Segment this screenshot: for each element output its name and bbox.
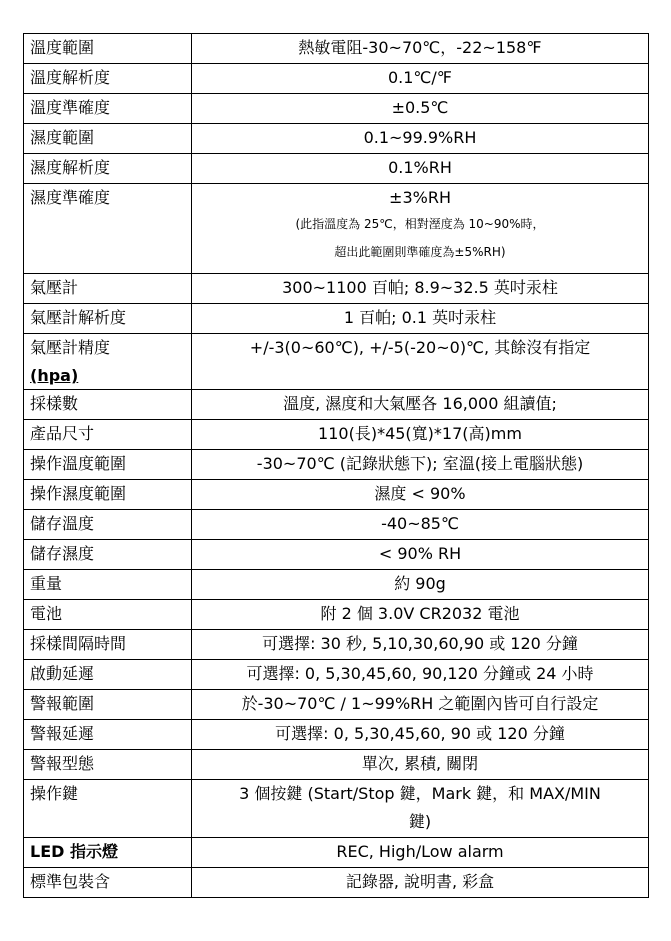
row-label: 溫度準確度 xyxy=(24,94,192,124)
row-label: 採樣數 xyxy=(24,390,192,420)
row-label: 操作鍵 xyxy=(24,780,192,838)
row-label: 氣壓計精度 xyxy=(30,338,111,357)
table-row xyxy=(24,600,649,630)
table-row xyxy=(24,334,649,390)
row-value: -40~85℃ xyxy=(192,510,649,540)
row-label: 溫度解析度 xyxy=(24,64,192,94)
table-row xyxy=(24,274,649,304)
row-value: 可選擇: 0, 5,30,45,60, 90,120 分鐘或 24 小時 xyxy=(192,660,649,690)
row-value: 濕度 < 90% xyxy=(192,480,649,510)
table-row xyxy=(24,154,649,184)
table-row xyxy=(24,570,649,600)
row-label: 濕度準確度 xyxy=(24,184,192,274)
row-label: 標準包裝含 xyxy=(24,868,192,898)
row-value: 1 百帕; 0.1 英吋汞柱 xyxy=(192,304,649,334)
table-row xyxy=(24,450,649,480)
table-row xyxy=(24,124,649,154)
table-row xyxy=(24,480,649,510)
row-value: ±3%RH xyxy=(389,188,451,207)
table-row xyxy=(24,304,649,334)
row-value: 3 個按鍵 (Start/Stop 鍵，Mark 鍵，和 MAX/MIN xyxy=(239,784,601,803)
table-row xyxy=(24,750,649,780)
table-row xyxy=(24,390,649,420)
row-label: 操作溫度範圍 xyxy=(24,450,192,480)
table-row xyxy=(24,184,649,274)
row-value: 記錄器, 說明書, 彩盒 xyxy=(192,868,649,898)
row-value: 0.1~99.9%RH xyxy=(192,124,649,154)
row-label-group xyxy=(24,334,192,390)
row-value-group xyxy=(192,184,649,274)
table-row xyxy=(24,510,649,540)
spec-table xyxy=(23,33,649,898)
row-value: 溫度, 濕度和大氣壓各 16,000 組讀值; xyxy=(192,390,649,420)
row-label: 溫度範圍 xyxy=(24,34,192,64)
row-label: 警報範圍 xyxy=(24,690,192,720)
row-value-cont: 鍵) xyxy=(408,812,432,831)
row-label: 採樣間隔時間 xyxy=(24,630,192,660)
table-row xyxy=(24,690,649,720)
row-value: 300~1100 百帕; 8.9~32.5 英吋汞柱 xyxy=(192,274,649,304)
row-value: 可選擇: 0, 5,30,45,60, 90 或 120 分鐘 xyxy=(192,720,649,750)
table-row xyxy=(24,660,649,690)
row-value: 0.1℃/℉ xyxy=(192,64,649,94)
row-note: (此指溫度為 25℃，相對溼度為 10~90%時， xyxy=(295,217,545,231)
row-label: 電池 xyxy=(24,600,192,630)
row-value: < 90% RH xyxy=(192,540,649,570)
row-label: 氣壓計解析度 xyxy=(24,304,192,334)
table-row xyxy=(24,64,649,94)
row-label: 儲存溫度 xyxy=(24,510,192,540)
table-row xyxy=(24,630,649,660)
row-value: 於-30~70℃ / 1~99%RH 之範圍內皆可自行設定 xyxy=(192,690,649,720)
row-label: 啟動延遲 xyxy=(24,660,192,690)
row-value: -30~70℃ (記錄狀態下); 室溫(接上電腦狀態) xyxy=(192,450,649,480)
row-value: +/-3(0~60℃), +/-5(-20~0)℃, 其餘沒有指定 xyxy=(192,334,649,390)
row-label: 氣壓計 xyxy=(24,274,192,304)
table-row xyxy=(24,720,649,750)
row-label-text: LED 指示燈 xyxy=(30,842,118,861)
row-label: 重量 xyxy=(24,570,192,600)
table-row xyxy=(24,838,649,868)
row-value: 110(長)*45(寬)*17(高)mm xyxy=(192,420,649,450)
row-label: 濕度範圍 xyxy=(24,124,192,154)
row-value: 0.1%RH xyxy=(192,154,649,184)
row-label: 產品尺寸 xyxy=(24,420,192,450)
row-value: REC, High/Low alarm xyxy=(192,838,649,868)
table-row xyxy=(24,780,649,838)
row-label: 儲存濕度 xyxy=(24,540,192,570)
row-note: 超出此範圍則準確度為±5%RH) xyxy=(334,245,506,259)
row-value: 可選擇: 30 秒, 5,10,30,60,90 或 120 分鐘 xyxy=(192,630,649,660)
table-row xyxy=(24,94,649,124)
row-label: 濕度解析度 xyxy=(24,154,192,184)
row-value: 附 2 個 3.0V CR2032 電池 xyxy=(192,600,649,630)
table-row xyxy=(24,540,649,570)
table-row xyxy=(24,34,649,64)
row-value-group xyxy=(192,780,649,838)
row-label: 警報型態 xyxy=(24,750,192,780)
row-value: 約 90g xyxy=(192,570,649,600)
row-value: ±0.5℃ xyxy=(192,94,649,124)
row-label-unit: (hpa) xyxy=(30,366,79,385)
row-value: 熱敏電阻-30~70℃，-22~158℉ xyxy=(192,34,649,64)
row-label xyxy=(24,838,192,868)
row-label: 操作濕度範圍 xyxy=(24,480,192,510)
row-value: 單次, 累積, 關閉 xyxy=(192,750,649,780)
table-row xyxy=(24,868,649,898)
table-row xyxy=(24,420,649,450)
row-label: 警報延遲 xyxy=(24,720,192,750)
